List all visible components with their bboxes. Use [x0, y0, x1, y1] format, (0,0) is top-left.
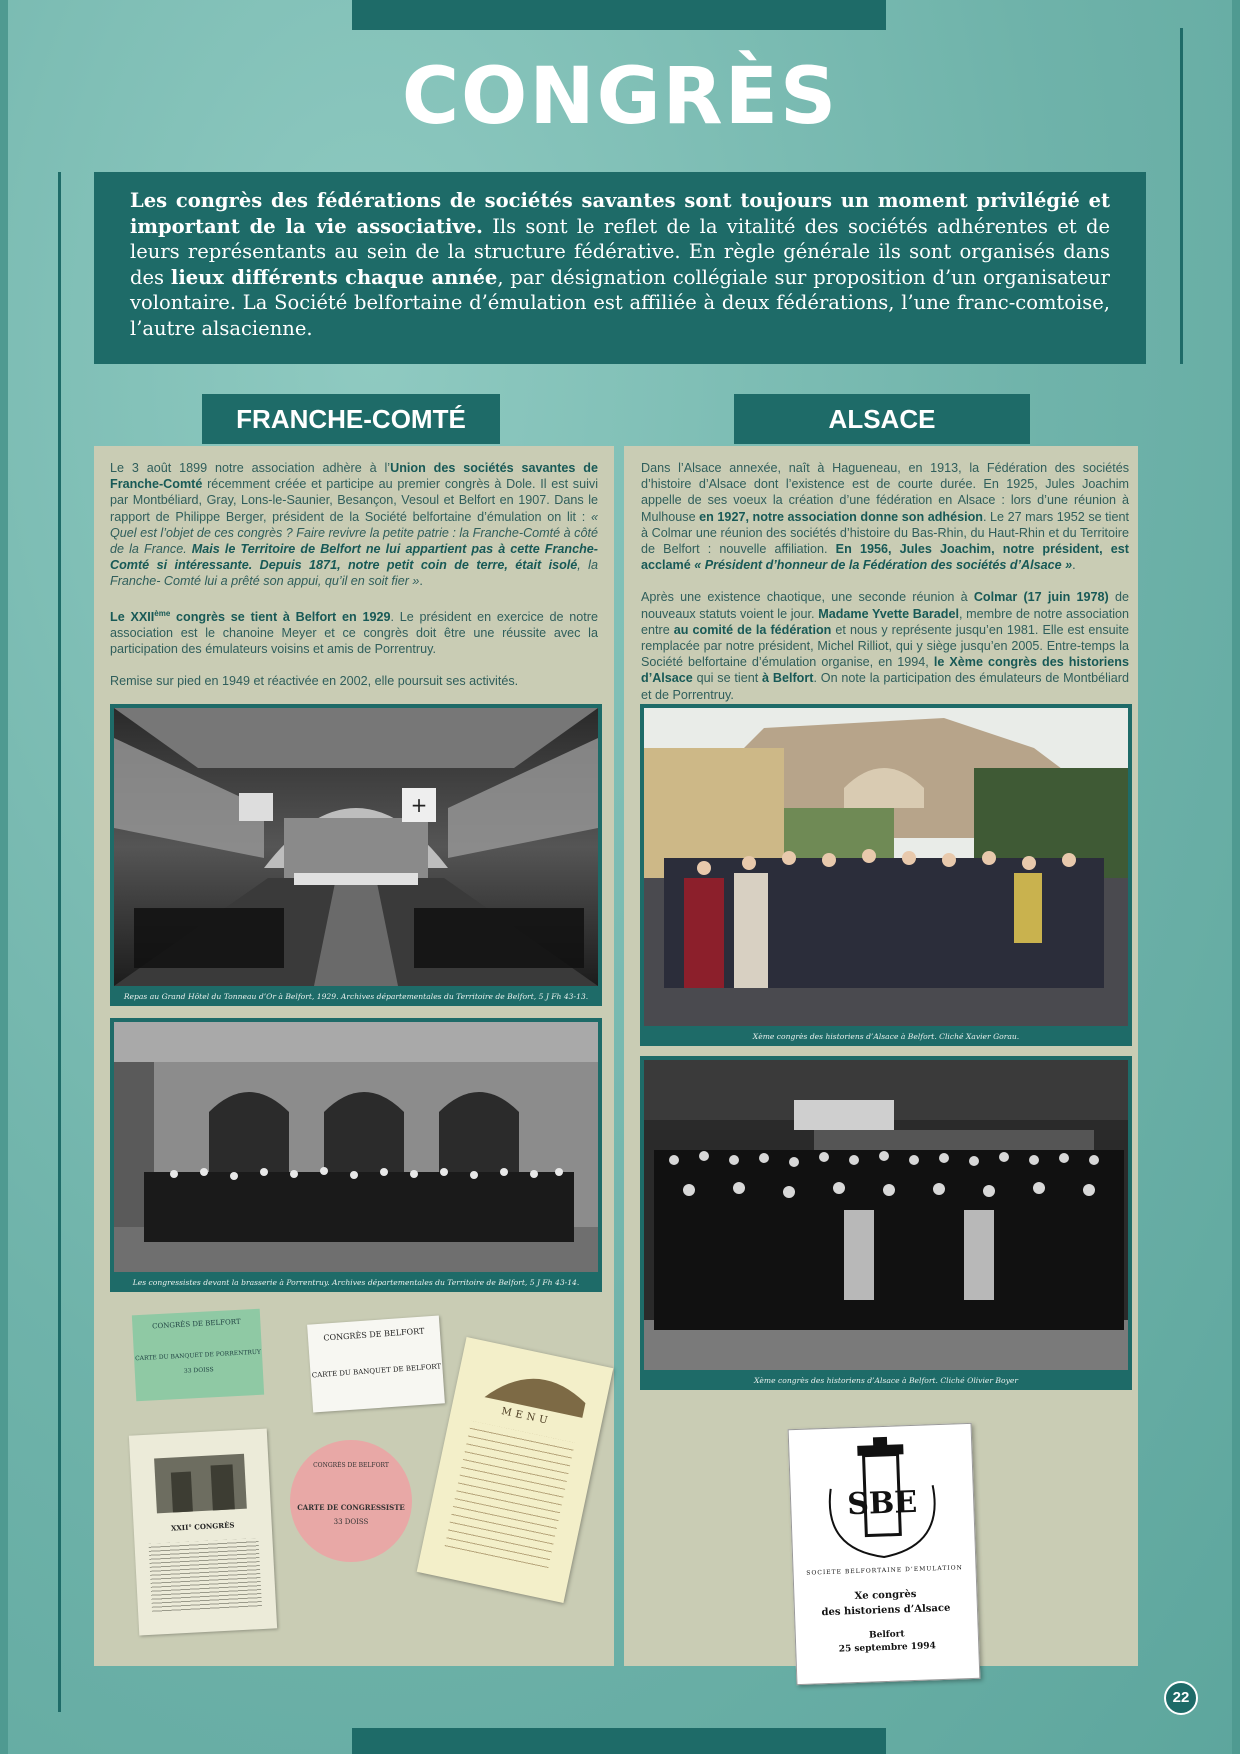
- ccbb-group-photo: [640, 1056, 1132, 1390]
- programme-line-4: 25 septembre 1994: [838, 1641, 936, 1655]
- als-p1-text: . Le 27 mars 1952 se tient à Colmar une réunion des sociétés d’histoire du Bas-Rhin, du Haut-Rhin et du Territoire de Belfort : nouvelle affiliation.: [641, 509, 1129, 557]
- fc-p2-text: . Le président en exercice de notre association est le chanoine Meyer et ce congrès doit être une réussite avec la participation des émulateurs voisins et amis de Porrentruy.: [110, 609, 598, 657]
- als-paragraph-1: [641, 460, 1129, 573]
- fc-p1-quote: « Quel est l’objet de ces congrès ? Faire revivre la petite patrie : la Franche-Comté à côté de la France.: [110, 509, 598, 557]
- intro-bold-mid: lieux différents chaque année: [170, 265, 498, 289]
- right-edge-strip: [1232, 0, 1240, 1754]
- banquet-card-porrentruy: [132, 1309, 264, 1402]
- als-p2-bold: au comité de la fédération: [673, 622, 832, 637]
- fc-paragraph-3: Remise sur pied en 1949 et réactivée en 2002, elle poursuit ses activités.: [110, 674, 519, 689]
- card-belfort-line2: CARTE DU BANQUET DE BELFORT: [311, 1362, 442, 1380]
- svg-text:+: +: [410, 793, 428, 817]
- ccbb-group-image: [644, 1060, 1128, 1370]
- xe-congres-programme: [788, 1423, 981, 1685]
- porrentruy-group-photo: [110, 1018, 602, 1292]
- fc-p1-quote-bold: Mais le Territoire de Belfort ne lui appartient pas à cette Franche-Comté si intéressante. Depuis 1871, notre petit coin de terre, était isolé: [110, 542, 598, 573]
- left-edge-strip: [0, 0, 8, 1754]
- card-porrentruy-line1: CONGRÈS DE BELFORT: [151, 1317, 241, 1331]
- booklet-text-lines: [149, 1538, 263, 1614]
- fc-p2-sup: ème: [154, 608, 171, 618]
- booklet-engraving: [130, 1443, 271, 1520]
- citadel-group-image: [644, 708, 1128, 1026]
- banquet-hall-image: [114, 708, 598, 986]
- badge-line2: CARTE DE CONGRESSISTE: [297, 1503, 405, 1512]
- banquet-hall-caption: Repas au Grand Hôtel du Tonneau d’Or à Belfort, 1929. Archives départementales du Territoire de Belfort, 5 J Fh 43-13.: [123, 992, 589, 1001]
- congress-programme-booklet: [129, 1429, 277, 1636]
- franche-comte-heading: FRANCHE-COMTÉ: [202, 394, 500, 444]
- menu-text-lines: [444, 1421, 575, 1570]
- menu-title: MENU: [500, 1406, 553, 1428]
- als-p2-text: qui se tient: [692, 671, 763, 686]
- fc-p1-bold: Union des sociétés savantes de Franche-Comté: [110, 461, 598, 492]
- fc-p1-text: .: [419, 574, 423, 589]
- als-p2-bold: à Belfort: [762, 671, 814, 686]
- alsace-text: [641, 460, 1129, 719]
- intro-box: [94, 172, 1146, 364]
- badge-line3: 33 DOISS: [333, 1518, 369, 1526]
- citadel-group-caption: Xème congrès des historiens d’Alsace à Belfort. Cliché Xavier Gorau.: [752, 1032, 1020, 1041]
- als-p1-quote-bold: « Président d’honneur de la Fédération des sociétés d’Alsace »: [694, 558, 1073, 573]
- top-bar: [352, 0, 886, 30]
- ccbb-group-caption: Xème congrès des historiens d’Alsace à Belfort. Cliché Olivier Boyer: [753, 1376, 1018, 1385]
- porrentruy-group-caption: Les congressistes devant la brasserie à Porrentruy. Archives départementales du Territoire de Belfort, 5 J Fh 43-14.: [132, 1278, 580, 1287]
- als-p2-text: , membre de notre association entre: [641, 606, 1129, 637]
- banquet-hall-photo: [110, 704, 602, 1006]
- als-p2-bold: Madame Yvette Baradel: [818, 606, 959, 621]
- programme-line-2: des historiens d’Alsace: [821, 1602, 951, 1619]
- intro-text-a: Ils sont le reflet de la vitalité des sociétés adhérentes et de leurs représentants au sein de la structure fédérative. En règle générale ils sont organisés dans des: [130, 214, 1110, 289]
- intro-bold-lead: Les congrès des fédérations de sociétés savantes sont toujours un moment privilégié et important de la vie associative.: [130, 189, 1110, 238]
- als-p1-bold: en 1927, notre association donne son adhésion: [699, 509, 983, 524]
- als-p1-text: Dans l’Alsace annexée, naît à Hagueneau, en 1913, la Fédération des sociétés d’histoire d’Alsace dont l’existence est de courte durée. En 1925, Jules Joachim appelle de ses voeux la création d’une fédération en Alsace : lors d’une réunion à Mulhouse: [641, 461, 1129, 524]
- als-p1-bold: En 1956, Jules Joachim, notre président, est acclamé: [641, 542, 1129, 573]
- bottom-bar: [352, 1728, 886, 1754]
- als-p2-text: . On note la participation des émulateurs de Montbéliard et de Porrentruy.: [641, 671, 1129, 702]
- citadel-group-photo: [640, 704, 1132, 1046]
- sbe-logo: [789, 1424, 976, 1570]
- banquet-card-belfort: [307, 1316, 445, 1413]
- fc-p1-text: récemment créée et participe au premier congrès à Dole. Il est suivi par Montbéliard, Gray, Lons-le-Saunier, Besançon, Vesoul et Belfort en 1907. Dans le rapport de Philippe Berger, président de la Société belfortaine d’émulation on lit :: [110, 477, 598, 524]
- als-p1-text: .: [1072, 558, 1076, 573]
- als-p2-text: et nous y représente jusqu’en 1981. Elle est ensuite remplacée par notre président, Michel Rilliot, qui y siège jusqu’en 2005. Entre-temps la Société belfortaine d’émulation organise, en 1994,: [641, 622, 1129, 670]
- franche-comte-text: [110, 460, 598, 706]
- card-porrentruy-line2: CARTE DU BANQUET DE PORRENTRUY: [134, 1348, 262, 1363]
- sbe-society-name: SOCIETE BELFORTAINE D’EMULATION: [806, 1564, 963, 1577]
- als-p2-bold: le Xème congrès des historiens d’Alsace: [641, 655, 1129, 686]
- page-number: 22: [1164, 1681, 1198, 1715]
- card-belfort-line1: CONGRÈS DE BELFORT: [323, 1326, 425, 1343]
- fc-paragraph-1: [110, 460, 598, 590]
- alsace-heading: ALSACE: [734, 394, 1030, 444]
- fc-p1-quote: , la Franche- Comté lui a prêté son appui, qu’il en soit fier »: [110, 558, 598, 589]
- als-p2-text: Après une existence chaotique, une seconde réunion à: [641, 590, 974, 605]
- programme-line-1: Xe congrès: [854, 1588, 917, 1603]
- badge-line1: CONGRÈS DE BELFORT: [313, 1462, 389, 1469]
- fc-p1-text: Le 3 août 1899 notre association adhère à l’: [110, 461, 391, 475]
- programme-line-3: Belfort: [868, 1629, 905, 1641]
- card-porrentruy-line3: 33 DOISS: [183, 1366, 214, 1375]
- als-p2-text: de nouveaux statuts voient le jour.: [641, 590, 1130, 621]
- intro-text-b: , par désignation collégiale sur proposition d’un organisateur volontaire. La Société belfortaine d’émulation est affiliée à deux fédérations, l’une franc-comtoise, l’autre alsacienne.: [130, 265, 1111, 340]
- als-p2-bold: Colmar (17 juin 1978): [973, 590, 1109, 605]
- fc-p2-bold: congrès se tient à Belfort en 1929: [170, 609, 391, 624]
- frame-line-left: [58, 172, 61, 1712]
- page-title: CONGRÈS: [401, 52, 839, 142]
- congressist-badge: [290, 1440, 412, 1562]
- fc-p2-bold: Le XXII: [110, 609, 155, 624]
- sbe-monogram: SBE: [846, 1484, 918, 1523]
- als-paragraph-2: [641, 589, 1129, 702]
- booklet-title: XXII° CONGRÈS: [170, 1520, 235, 1533]
- porrentruy-group-image: [114, 1022, 598, 1272]
- fc-paragraph-2: [110, 606, 598, 658]
